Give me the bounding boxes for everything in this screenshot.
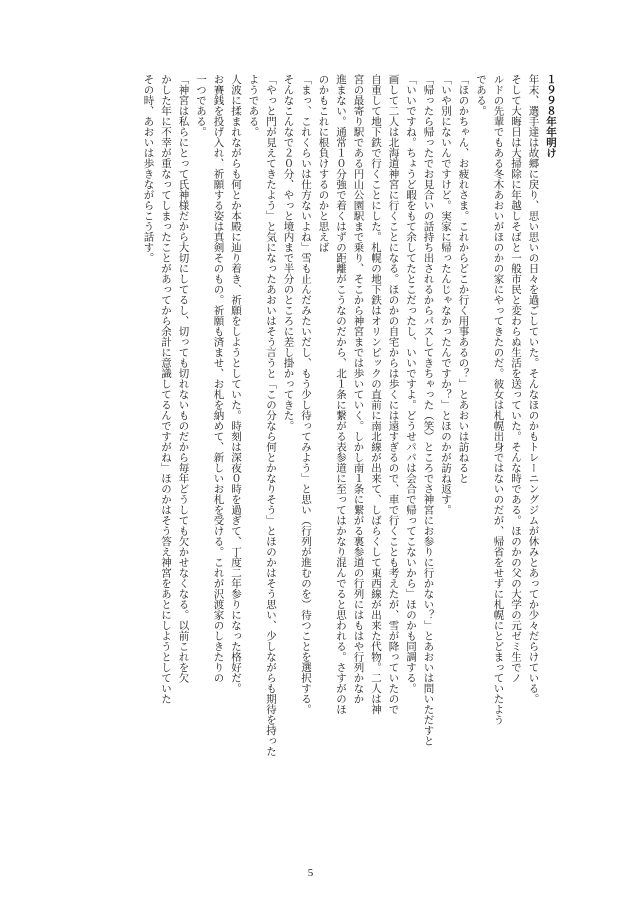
text-column: 「やっと門が見えてきたよう」と気になったあおいはそう言うと「この分なら何とかなりそう」とほのかはそう思い、少しながらも期待を持った	[265, 74, 277, 757]
page-number: 5	[307, 867, 314, 879]
text-column: 画して二人は北海道神宮に行くことになる。ほのかの自宅からは歩くには遠すぎるので、車で行くことも考えたが、雪が降っていたので	[387, 74, 400, 715]
text-column: 自重して地下鉄で行くことにした。札幌の地下鉄はオリンピックの直前に南北線が出来て、しばらくして東西線が出来た代物。二人は神	[370, 74, 382, 715]
text-column: 「帰ったら帰ったでお見合いの話持ち出されるからパスしてきちゃった（笑）ところでさ神宮にお参りに行かない？」とあおいは問いただすと	[422, 74, 435, 746]
text-column: お賽銭を投げ入れ、祈願する姿は真剣そのもの。祈願も済ませ、お札を納めて、新しいお札を受ける。これが沢渡家のしきたりの	[212, 74, 225, 683]
text-column: そして大晦日は大掃除に年越しそばと一般市民と変わらぬ生活を送っていた。そんな時である。ほのかの父の大学の元ゼミ生でノ	[510, 74, 522, 683]
text-column: 一つである。	[195, 74, 207, 137]
text-column: 人波に揉まれながらも何とか本殿に辿り着き、祈願をしようとしていた。時刻は深夜０時を過ぎて、丁度二年参りになった格好だ。	[230, 74, 242, 694]
text-column: 進まない。通常１０分強で着くはずの距離がこうなのだから、北１条に繋がる表参道に至ってはかなり混んでると思われる。さすがのほ	[335, 74, 347, 715]
text-column: である。	[475, 74, 487, 116]
text-column: 年末、選手達は故郷に戻り、思い思いの日々を過ごしていた。そんなほのかもトレーニングジムが休みとあってか少々だらけている。	[527, 74, 540, 704]
body-text	[62, 74, 559, 859]
text-column: そんなこんなで２０分、やっと境内まで半分のところに差し掛かってきた。	[282, 74, 295, 431]
text-column: 「いや別にないんですけど。実家に帰ったんじゃなかったんですか？」とほのかが訪ね返す。	[440, 74, 452, 515]
text-column: 「いいですね。ちょうど暇をもて余してたとこだったし、いいですよ。どうせパパは会合で帰ってこないから」ほのかも同調する。	[405, 74, 417, 694]
text-column: ようである。	[247, 74, 260, 137]
text-column: 「神宮は私らにとって氏神様だから大切にしてるし、切っても切れないものだから毎年どうしても欠かせなくなる。以前これを欠	[177, 74, 190, 683]
text-column: 宮の最寄り駅である円山公園駅まで乗り、そこから神宮までは歩いていく。しかし南１条に繋がる裏参道の行列にはもはや行列かなか	[352, 74, 365, 704]
text-column: 「まっ、これくらいは仕方ないよね」雪も止んだみたいだし、もう少し待ってみよう」と思い（行列が進むのを）待つことを選択する。	[300, 74, 312, 715]
text-column: 「ほのかちゃん、お疲れさま。これからどこか行く用事あるの？」とあおいは訪ねると	[457, 74, 470, 484]
text-column: のかもこれに根負けするのかと思えば	[317, 74, 330, 253]
text-column: かした年に不幸が重なってしまったことがあってから余計に意識してるんですがね」ほのかはそう答え神宮をあとにしようとしていた	[160, 74, 172, 704]
section-heading: １９９８年年明け	[545, 74, 557, 158]
text-column: その時、あおいは歩きながらこう話す。	[142, 74, 155, 263]
text-column: ルドの先輩でもある冬木あおいがほのかの家にやってきたのだ。彼女は札幌出身ではないのだが、帰省をせずに札幌にとどまっていたよう	[492, 74, 505, 725]
